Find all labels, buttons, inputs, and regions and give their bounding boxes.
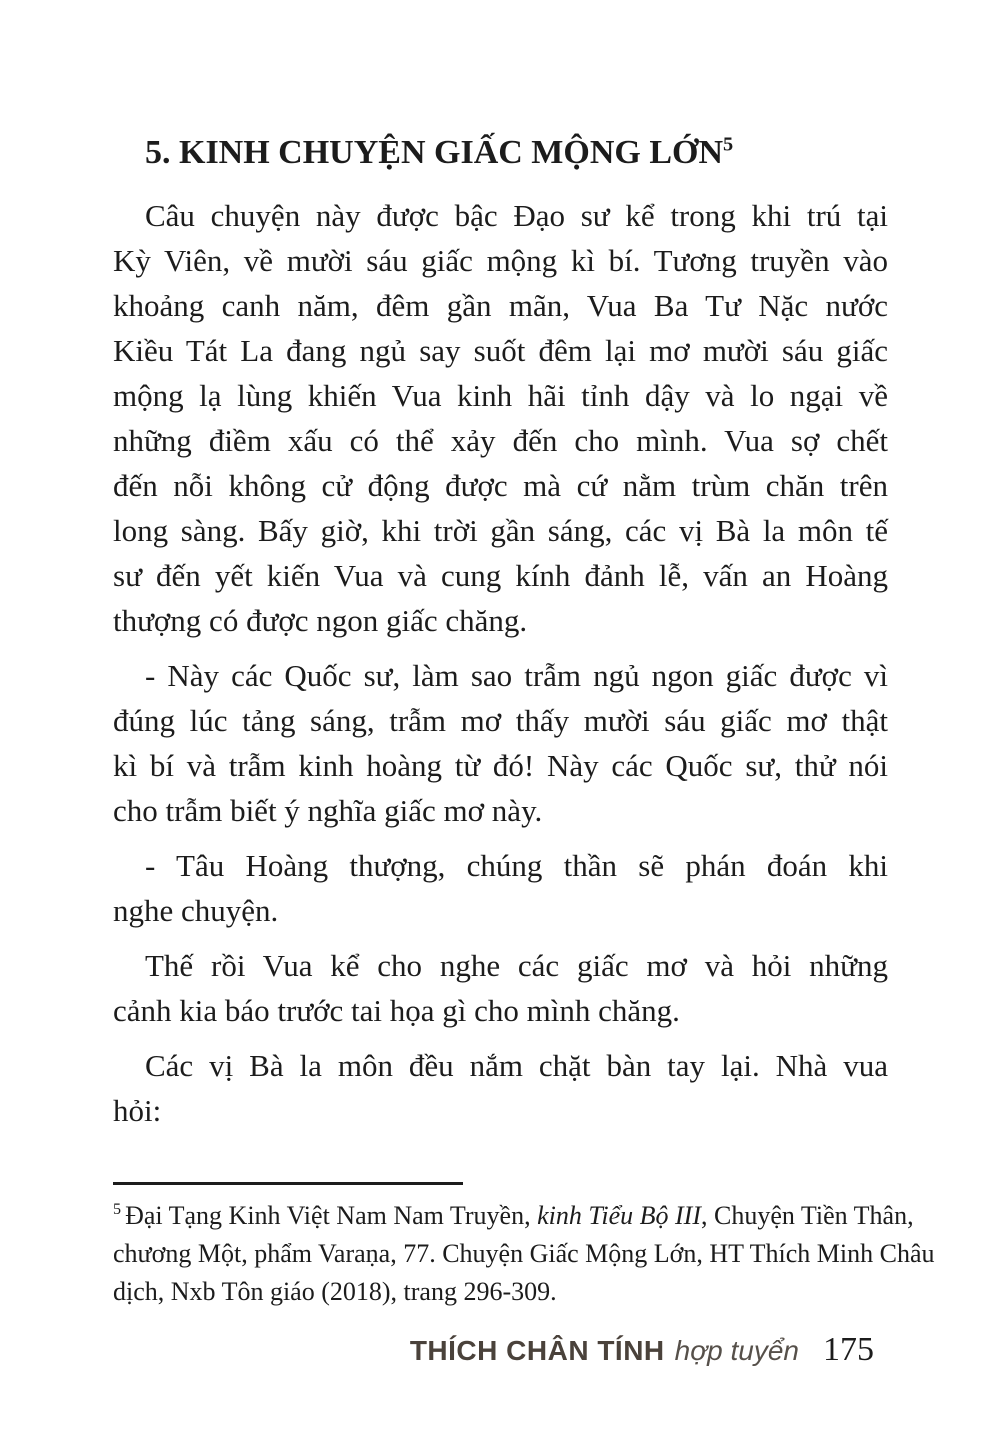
- footnote-number: 5: [113, 1201, 122, 1219]
- text-line: kì bí và trẫm kinh hoàng từ đó! Này các Quốc sư, thử nói: [113, 748, 888, 783]
- paragraph: [113, 653, 888, 833]
- footnote-segment: chương Một, phẩm Varaṇa, 77. Chuyện Giấc Mộng Lớn, HT Thích Minh Châu: [113, 1239, 935, 1268]
- text-line: nghe chuyện.: [113, 893, 279, 928]
- footer-author: THÍCH CHÂN TÍNH: [409, 1335, 665, 1366]
- text-line: sư đến yết kiến Vua và cung kính đảnh lễ, vấn an Hoàng: [113, 558, 888, 593]
- page-number: 175: [823, 1331, 874, 1368]
- text-line: đến nỗi không cử động được mà cứ nằm trùm chăn trên: [113, 468, 888, 503]
- text-line: đúng lúc tảng sáng, trẫm mơ thấy mười sáu giấc mơ thật: [113, 703, 888, 738]
- paragraph: [113, 943, 888, 1033]
- text-line: cảnh kia báo trước tai họa gì cho mình chăng.: [113, 993, 680, 1028]
- text-line: Các vị Bà la môn đều nắm chặt bàn tay lại. Nhà vua: [145, 1048, 888, 1083]
- chapter-title: [113, 128, 888, 178]
- footnote-line: [113, 1235, 935, 1273]
- footnote-segment: Đại Tạng Kinh Việt Nam Nam Truyền,: [125, 1201, 538, 1230]
- text-line: Kỳ Viên, về mười sáu giấc mộng kì bí. Tương truyền vào: [113, 243, 888, 278]
- footnote-book-title: kinh Tiểu Bộ III: [537, 1201, 701, 1230]
- text-line: - Tâu Hoàng thượng, chúng thần sẽ phán đoán khi: [145, 848, 888, 883]
- text-column: [113, 0, 935, 1369]
- paragraph: [113, 843, 888, 933]
- footnote-segment: , Chuyện Tiền Thân,: [701, 1201, 914, 1230]
- text-line: Câu chuyện này được bậc Đạo sư kể trong khi trú tại: [145, 198, 888, 233]
- text-line: thượng có được ngon giấc chăng.: [113, 603, 528, 638]
- footnote-text: [113, 1197, 935, 1311]
- footnote-section: [113, 1182, 935, 1311]
- chapter-title-text: 5. KINH CHUYỆN GIẤC MỘNG LỚN: [145, 134, 724, 171]
- footer-collection-label: hợp tuyển: [674, 1335, 799, 1366]
- footnote-line: [113, 1197, 914, 1235]
- text-line: những điềm xấu có thể xảy đến cho mình. Vua sợ chết: [113, 423, 888, 458]
- text-line: long sàng. Bấy giờ, khi trời gần sáng, các vị Bà la môn tế: [113, 513, 888, 548]
- text-line: khoảng canh năm, đêm gần mãn, Vua Ba Tư Nặc nước: [113, 288, 888, 323]
- text-line: - Này các Quốc sư, làm sao trẫm ngủ ngon giấc được vì: [145, 658, 888, 693]
- footnote-reference-marker: 5: [723, 133, 734, 156]
- text-line: hỏi:: [113, 1093, 162, 1128]
- footnote-divider: [113, 1182, 463, 1185]
- paragraph: [113, 193, 888, 643]
- text-line: Thế rồi Vua kể cho nghe các giấc mơ và hỏi những: [145, 948, 888, 983]
- footnote-line: [113, 1273, 888, 1311]
- page-footer: [113, 1331, 888, 1369]
- text-line: Kiều Tát La đang ngủ say suốt đêm lại mơ mười sáu giấc: [113, 333, 888, 368]
- paragraph: [113, 1043, 888, 1133]
- footnote-segment: dịch, Nxb Tôn giáo (2018), trang 296-309.: [113, 1277, 557, 1306]
- text-line: cho trẫm biết ý nghĩa giấc mơ này.: [113, 793, 543, 828]
- body-paragraphs: [113, 193, 888, 1133]
- text-line: mộng lạ lùng khiến Vua kinh hãi tỉnh dậy và lo ngại về: [113, 378, 888, 413]
